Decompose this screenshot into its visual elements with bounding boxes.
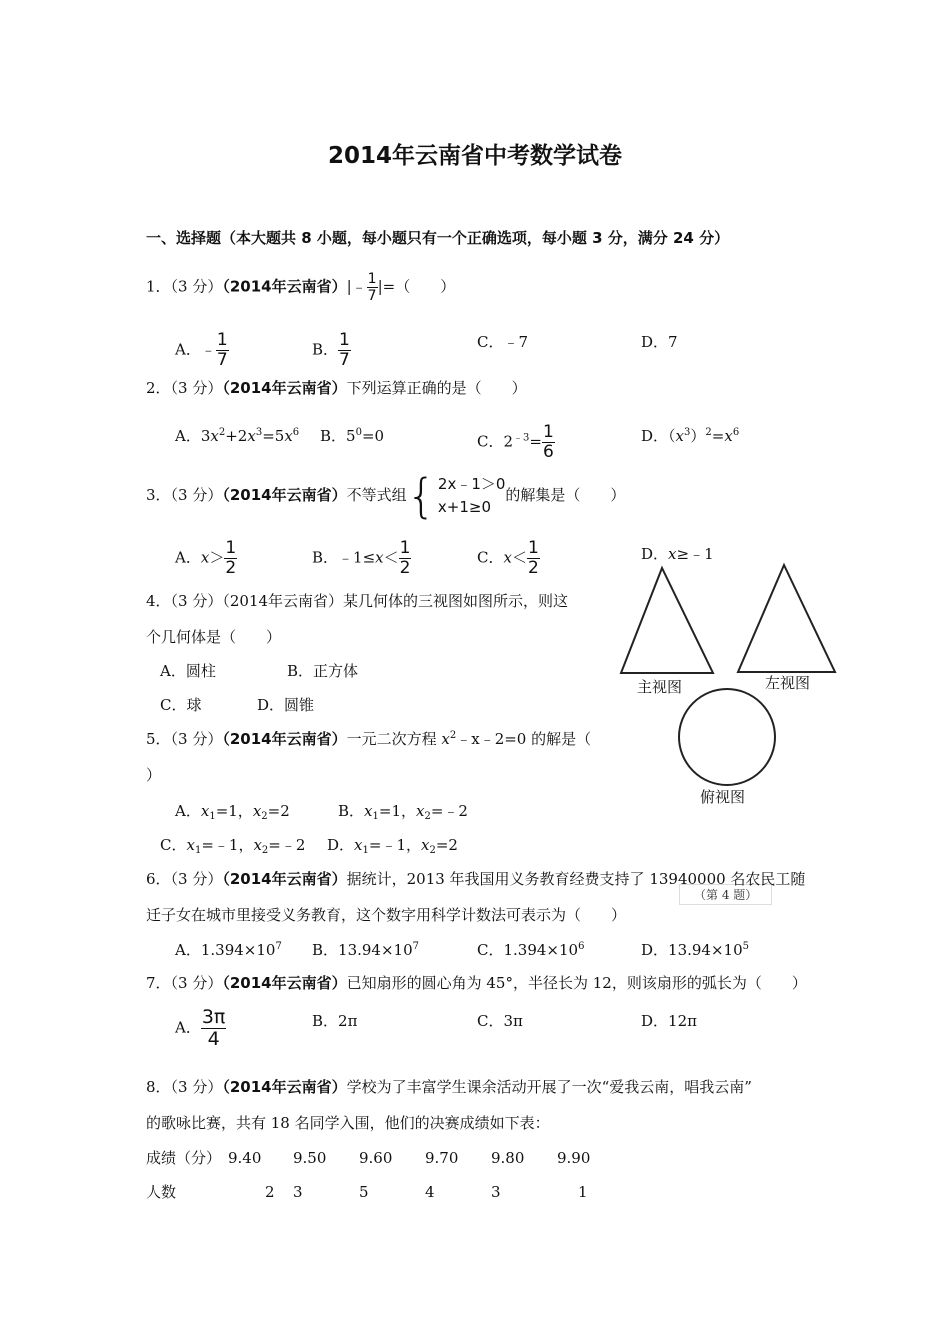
question-6-line2: 迁子女在城市里接受义务教育，这个数字用科学计数法可表示为（ ）	[146, 906, 627, 924]
question-3: 3．（3 分）（2014年云南省）不等式组 { 2x﹣1＞0 x+1≥0 的解集是（ ）	[146, 469, 626, 523]
question-1: 1．（3 分）（2014年云南省）|﹣ $\frac{1}{7}$ |=（ ）	[146, 271, 456, 304]
q2-option-c: C．$2^{﹣3}=$ $\frac{1}{6}$	[477, 422, 554, 462]
table-cell: 9.50	[293, 1149, 327, 1167]
question-6-line1: 6．（3 分）（2014年云南省）据统计，2013 年我国用义务教育经费支持了 13940000 名农民工随	[146, 870, 806, 888]
question-2: 2．（3 分）（2014年云南省）下列运算正确的是（ ）	[146, 379, 527, 397]
section-heading: 一、选择题（本大题共 8 小题，每小题只有一个正确选项，每小题 3 分，满分 24 分）	[146, 229, 730, 247]
table-cell: 3	[293, 1183, 303, 1201]
q1-option-b: B． $\frac{1}{7}$	[312, 330, 350, 370]
question-4-line1: 4．（3 分）（2014年云南省）某几何体的三视图如图所示，则这	[146, 592, 569, 610]
table-cell: 2	[265, 1183, 275, 1201]
q6-option-b: B．$13.94\times 10^7$	[312, 941, 419, 959]
fraction-one-seventh: $\frac{1}{7}$	[367, 271, 377, 304]
q7-option-c: C．3π	[477, 1012, 523, 1030]
q3-option-b: B．﹣1≤x＜ $\frac{1}{2}$	[312, 538, 411, 578]
top-view-circle	[679, 689, 775, 785]
question-8-line1: 8．（3 分）（2014年云南省）学校为了丰富学生课余活动开展了一次“爱我云南，唱我云南”	[146, 1078, 752, 1096]
q7-option-a: A． $\frac{3\pi}{4}$	[175, 1006, 226, 1050]
left-view-label: 左视图	[765, 674, 811, 692]
q2-option-a: A．$3x^2+2x^3=5x^6$	[175, 427, 300, 445]
q2-option-d: D．$(x^3)^2=x^6$	[641, 427, 740, 445]
q1-option-a: A．﹣ $\frac{1}{7}$	[175, 330, 228, 370]
q5-option-c: C．$x_1=﹣1$，$x_2=﹣2$	[160, 836, 306, 856]
question-5: 5．（3 分）（2014年云南省）一元二次方程 $x^2﹣x﹣2=0$ 的解是（	[146, 730, 592, 748]
table-row2-label: 人数	[146, 1183, 177, 1201]
question-5-line2: ）	[146, 766, 162, 784]
table-cell: 9.40	[228, 1149, 262, 1167]
q6-option-d: D．$13.94\times 10^5$	[641, 941, 749, 959]
q4-option-b: B．正方体	[287, 662, 359, 680]
q2-option-b: B．$5^0=0$	[320, 427, 385, 445]
q1-option-c: C．﹣7	[477, 333, 529, 351]
figure-caption: （第 4 题）	[679, 884, 772, 905]
q3-option-a: A．x＞ $\frac{1}{2}$	[175, 538, 237, 578]
q3-option-c: C．x＜ $\frac{1}{2}$	[477, 538, 539, 578]
q4-option-a: A．圆柱	[160, 662, 216, 680]
top-view-label: 俯视图	[700, 788, 746, 806]
q4-option-d: D．圆锥	[257, 696, 315, 714]
question-7: 7．（3 分）（2014年云南省）已知扇形的圆心角为 45°，半径长为 12，则该扇形的弧长为（ ）	[146, 974, 807, 992]
q5-option-a: A．$x_1=1$，$x_2=2$	[175, 802, 290, 822]
table-row1-label: 成绩（分）	[146, 1149, 222, 1167]
q5-option-b: B．$x_1=1$，$x_2=﹣2$	[338, 802, 468, 822]
page-title: 2014年云南省中考数学试卷	[327, 143, 622, 169]
q7-option-b: B．2π	[312, 1012, 358, 1030]
table-cell: 5	[359, 1183, 369, 1201]
table-cell: 4	[425, 1183, 435, 1201]
table-cell: 9.90	[557, 1149, 591, 1167]
q3-option-d: D．x≥﹣1	[641, 545, 714, 563]
left-view-triangle	[738, 565, 835, 672]
table-cell: 9.80	[491, 1149, 525, 1167]
q6-option-a: A．$1.394\times 10^7$	[175, 941, 282, 959]
q6-option-c: C．$1.394\times 10^6$	[477, 941, 585, 959]
q7-option-d: D．12π	[641, 1012, 697, 1030]
table-cell: 9.60	[359, 1149, 393, 1167]
q5-option-d: D．$x_1=﹣1$，$x_2=2$	[327, 836, 458, 856]
front-view-label: 主视图	[637, 678, 683, 696]
question-8-line2: 的歌咏比赛，共有 18 名同学入围，他们的决赛成绩如下表：	[146, 1114, 550, 1132]
table-cell: 3	[491, 1183, 501, 1201]
inequality-system: { 2x﹣1＞0 x+1≥0	[406, 469, 506, 523]
front-view-triangle	[621, 568, 713, 673]
q4-option-c: C．球	[160, 696, 202, 714]
q1-option-d: D．7	[641, 333, 678, 351]
question-4-line2: 个几何体是（ ）	[146, 628, 282, 646]
table-cell: 1	[578, 1183, 588, 1201]
table-cell: 9.70	[425, 1149, 459, 1167]
